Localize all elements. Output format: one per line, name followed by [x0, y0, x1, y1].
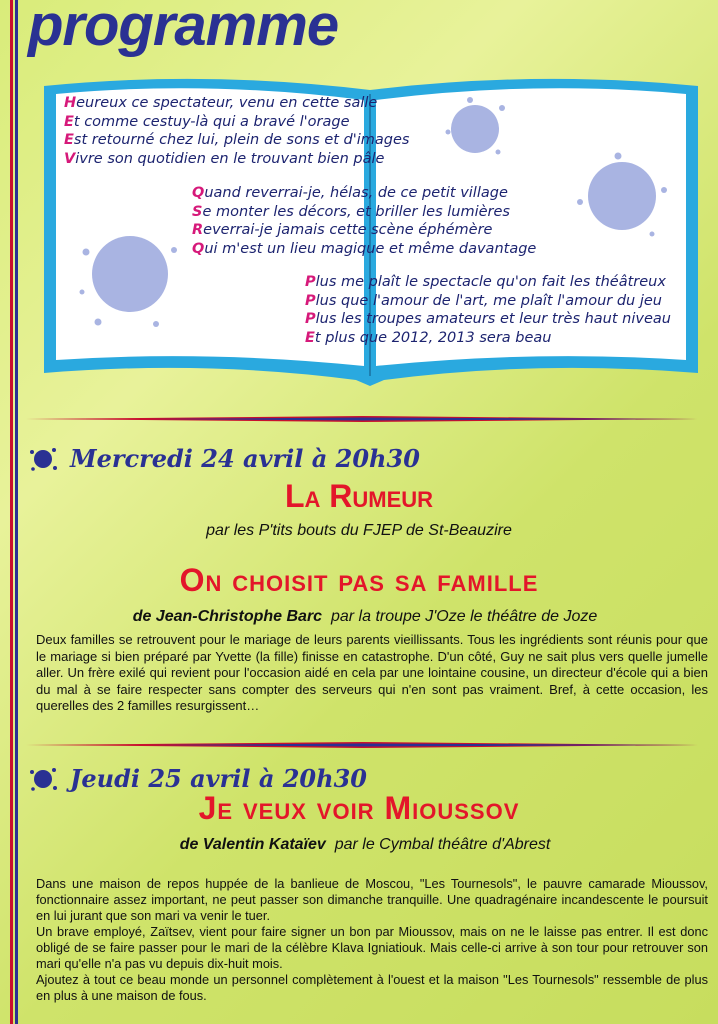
poem-line: Quand reverrai-je, hélas, de ce petit village [192, 185, 508, 201]
page-title: programme [28, 0, 339, 58]
description-paragraph: Ajoutez à tout ce beau monde un personnel complètement à l'ouest et la maison "Les Tournesols" ressemble de plus en plus à une maison de fous. [36, 972, 708, 1003]
poem-line: Est retourné chez lui, plein de sons et d'images [64, 132, 410, 148]
description-paragraph: Un brave employé, Zaïtsev, vient pour faire signer un bon par Mioussov, mais on ne le laisse pas entrer. Il est donc obligé de se faire passer pour le mari de la célèbre Klava Igniatiouk. Mais celle-ci arrive à son tour pour retrouver son mari qu'elle n'a pas vu depuis dix-huit mois. [36, 924, 708, 971]
section-divider [26, 742, 698, 748]
poem-line: Plus les troupes amateurs et leur très haut niveau [305, 311, 671, 327]
description-paragraph: Deux familles se retrouvent pour le mariage de leurs parents vieillissants. Tous les ingrédients sont réunis pour que le mariage si bien préparé par Yvette (la fille) finisse en catastrophe. D'un côté, Guy ne sait plus vers quelle jumelle aller. Un frère exilé qui revient pour l'occasion aidé en cela par une lointaine cousine, un directeur d'école qui a bien du mal à se faire respecter sans compter des serveurs qui n'en sont pas vraiment. Bref, à cette occasion, les querelles des 2 familles resurgissent… [36, 632, 708, 713]
show-description [36, 876, 708, 1004]
show-title: On choisit pas sa famille [179, 562, 539, 598]
show-credits [6, 836, 718, 854]
poem-line: Qui m'est un lieu magique et même davantage [192, 240, 537, 257]
show-title: La Rumeur [284, 478, 434, 514]
poem-line: Vivre son quotidien en le trouvant bien pâle [64, 150, 385, 167]
show-title: Je veux voir Mioussov [198, 790, 520, 826]
show-author: de Jean-Christophe Barc [132, 608, 323, 625]
poem-stanza-2 [192, 184, 536, 258]
event-date: Mercredi 24 avril à 20h30 [70, 444, 420, 473]
paint-splat-icon [74, 222, 184, 332]
poem-line: Plus me plaît le spectacle qu'on fait les théâtreux [305, 274, 666, 290]
poem-line: Reverrai-je jamais cette scène éphémère [192, 222, 493, 238]
show-credits [6, 608, 718, 626]
splat-bullet-icon [28, 444, 58, 474]
paint-splat-icon [440, 92, 510, 162]
poem-stanza-3 [305, 273, 671, 347]
event-date: Jeudi 25 avril à 20h30 [70, 764, 367, 793]
poem-line: Et plus que 2012, 2013 sera beau [305, 329, 552, 346]
paint-splat-icon [572, 150, 672, 240]
poem-line: Et comme cestuy-là qui a bravé l'orage [64, 113, 350, 130]
show-troupe: par les P'tits bouts du FJEP de St-Beauzire [206, 522, 512, 539]
show-troupe: par le Cymbal théâtre d'Abrest [334, 836, 551, 853]
description-paragraph: Dans une maison de repos huppée de la banlieue de Moscou, "Les Tournesols", le pauvre camarade Mioussov, fonctionnaire assez important, ne peut passer son dimanche tranquille. Une quadragénaire incandescente le poursuit en lui jurant que son mari va venir le tuer. [36, 876, 708, 923]
poem-stanza-1 [64, 94, 409, 168]
section-divider [26, 416, 698, 422]
show-author: de Valentin Kataïev [179, 836, 326, 853]
show-description [36, 632, 708, 715]
poem-line: Plus que l'amour de l'art, me plaît l'amour du jeu [305, 292, 662, 309]
poem-line: Heureux ce spectateur, venu en cette salle [64, 95, 378, 111]
poem-line: Se monter les décors, et briller les lumières [192, 203, 510, 220]
show-troupe: par la troupe J'Oze le théâtre de Joze [330, 608, 598, 625]
